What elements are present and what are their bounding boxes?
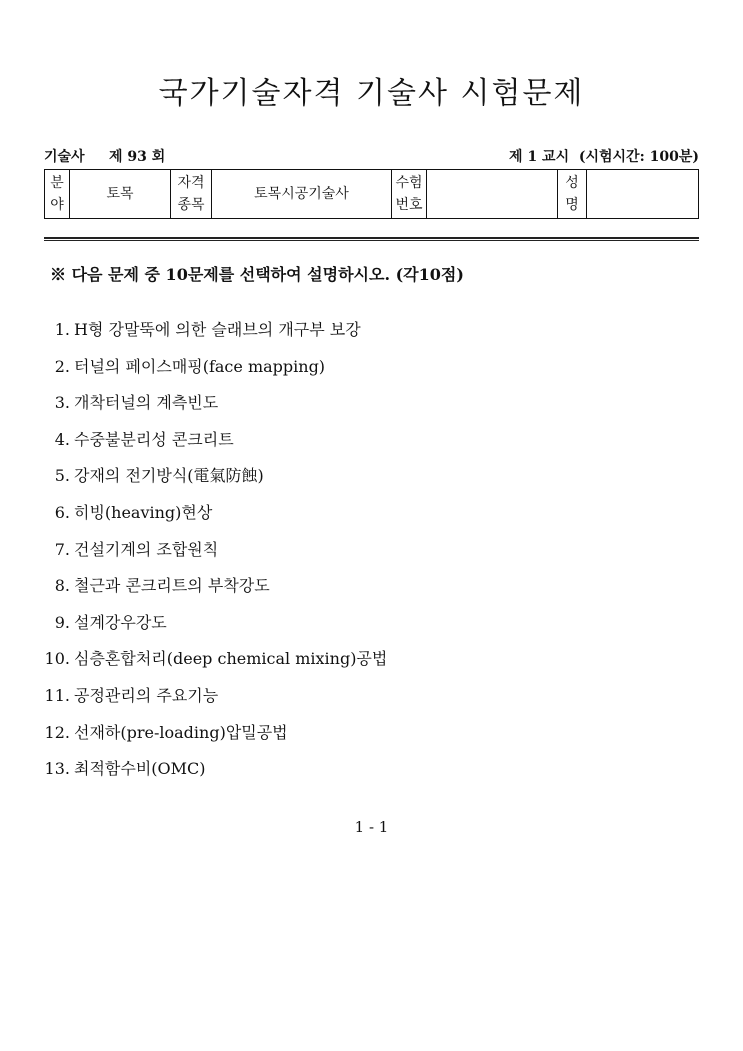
question-number: 13. [44,759,70,779]
question-number: 4. [54,429,70,449]
question-text: 철근과 콘크리트의 부착강도 [74,576,270,596]
question-text: 심층혼합처리(deep chemical mixing)공법 [74,649,388,669]
divider [44,237,699,241]
qualification-value: 토목시공기술사 [212,170,392,219]
question-text: 최적함수비(OMC) [74,759,206,779]
question-text: 개착터널의 계측빈도 [74,393,219,413]
field-label: 분 야 [45,170,70,219]
exam-info-line [44,146,699,166]
question-number: 12. [44,722,70,742]
list-item [38,574,387,611]
list-item [38,538,387,575]
question-text: 수중불분리성 콘크리트 [74,429,234,449]
question-list [38,318,387,794]
question-number: 2. [54,356,70,376]
field-value: 토목 [70,170,171,219]
list-item [38,318,387,355]
question-number: 1. [54,320,70,339]
exam-number-field [427,170,558,219]
exam-number-label: 수험 번호 [392,170,427,219]
list-item [38,611,387,648]
name-field [587,170,699,219]
exam-session: 제 1 교시 (시험시간: 100분) [509,149,699,165]
page-number: 1 - 1 [354,818,389,836]
list-item [38,501,387,538]
question-number: 6. [54,502,70,522]
list-item [38,647,387,684]
instruction: ※ 다음 문제 중 10문제를 선택하여 설명하시오. (각10점) [50,265,464,284]
exam-title: 국가기술자격 기술사 시험문제 [158,76,585,111]
question-number: 5. [54,466,70,486]
question-text: 공정관리의 주요기능 [74,685,219,705]
question-text: 강재의 전기방식(電氣防蝕) [74,466,264,486]
name-label: 성 명 [558,170,587,219]
list-item [38,721,387,758]
question-number: 11. [44,685,70,705]
list-item [38,757,387,794]
question-number: 8. [54,576,70,596]
question-text: 선재하(pre-loading)압밀공법 [74,722,288,742]
exam-header-table [44,169,699,219]
question-number: 3. [54,393,70,413]
question-text: 터널의 페이스매핑(face mapping) [74,356,326,376]
question-number: 7. [54,539,70,559]
question-text: 건설기계의 조합원칙 [74,539,219,559]
list-item [38,428,387,465]
list-item [38,391,387,428]
list-item [38,355,387,392]
qualification-label: 자격 종목 [171,170,212,219]
question-text: 설계강우강도 [74,612,167,632]
question-number: 9. [54,612,70,632]
exam-round: 기술사 제 93 회 [44,149,166,165]
list-item [38,464,387,501]
question-number: 10. [44,649,70,669]
question-text: 히빙(heaving)현상 [74,502,213,522]
list-item [38,684,387,721]
question-text: H형 강말뚝에 의한 슬래브의 개구부 보강 [74,320,361,339]
